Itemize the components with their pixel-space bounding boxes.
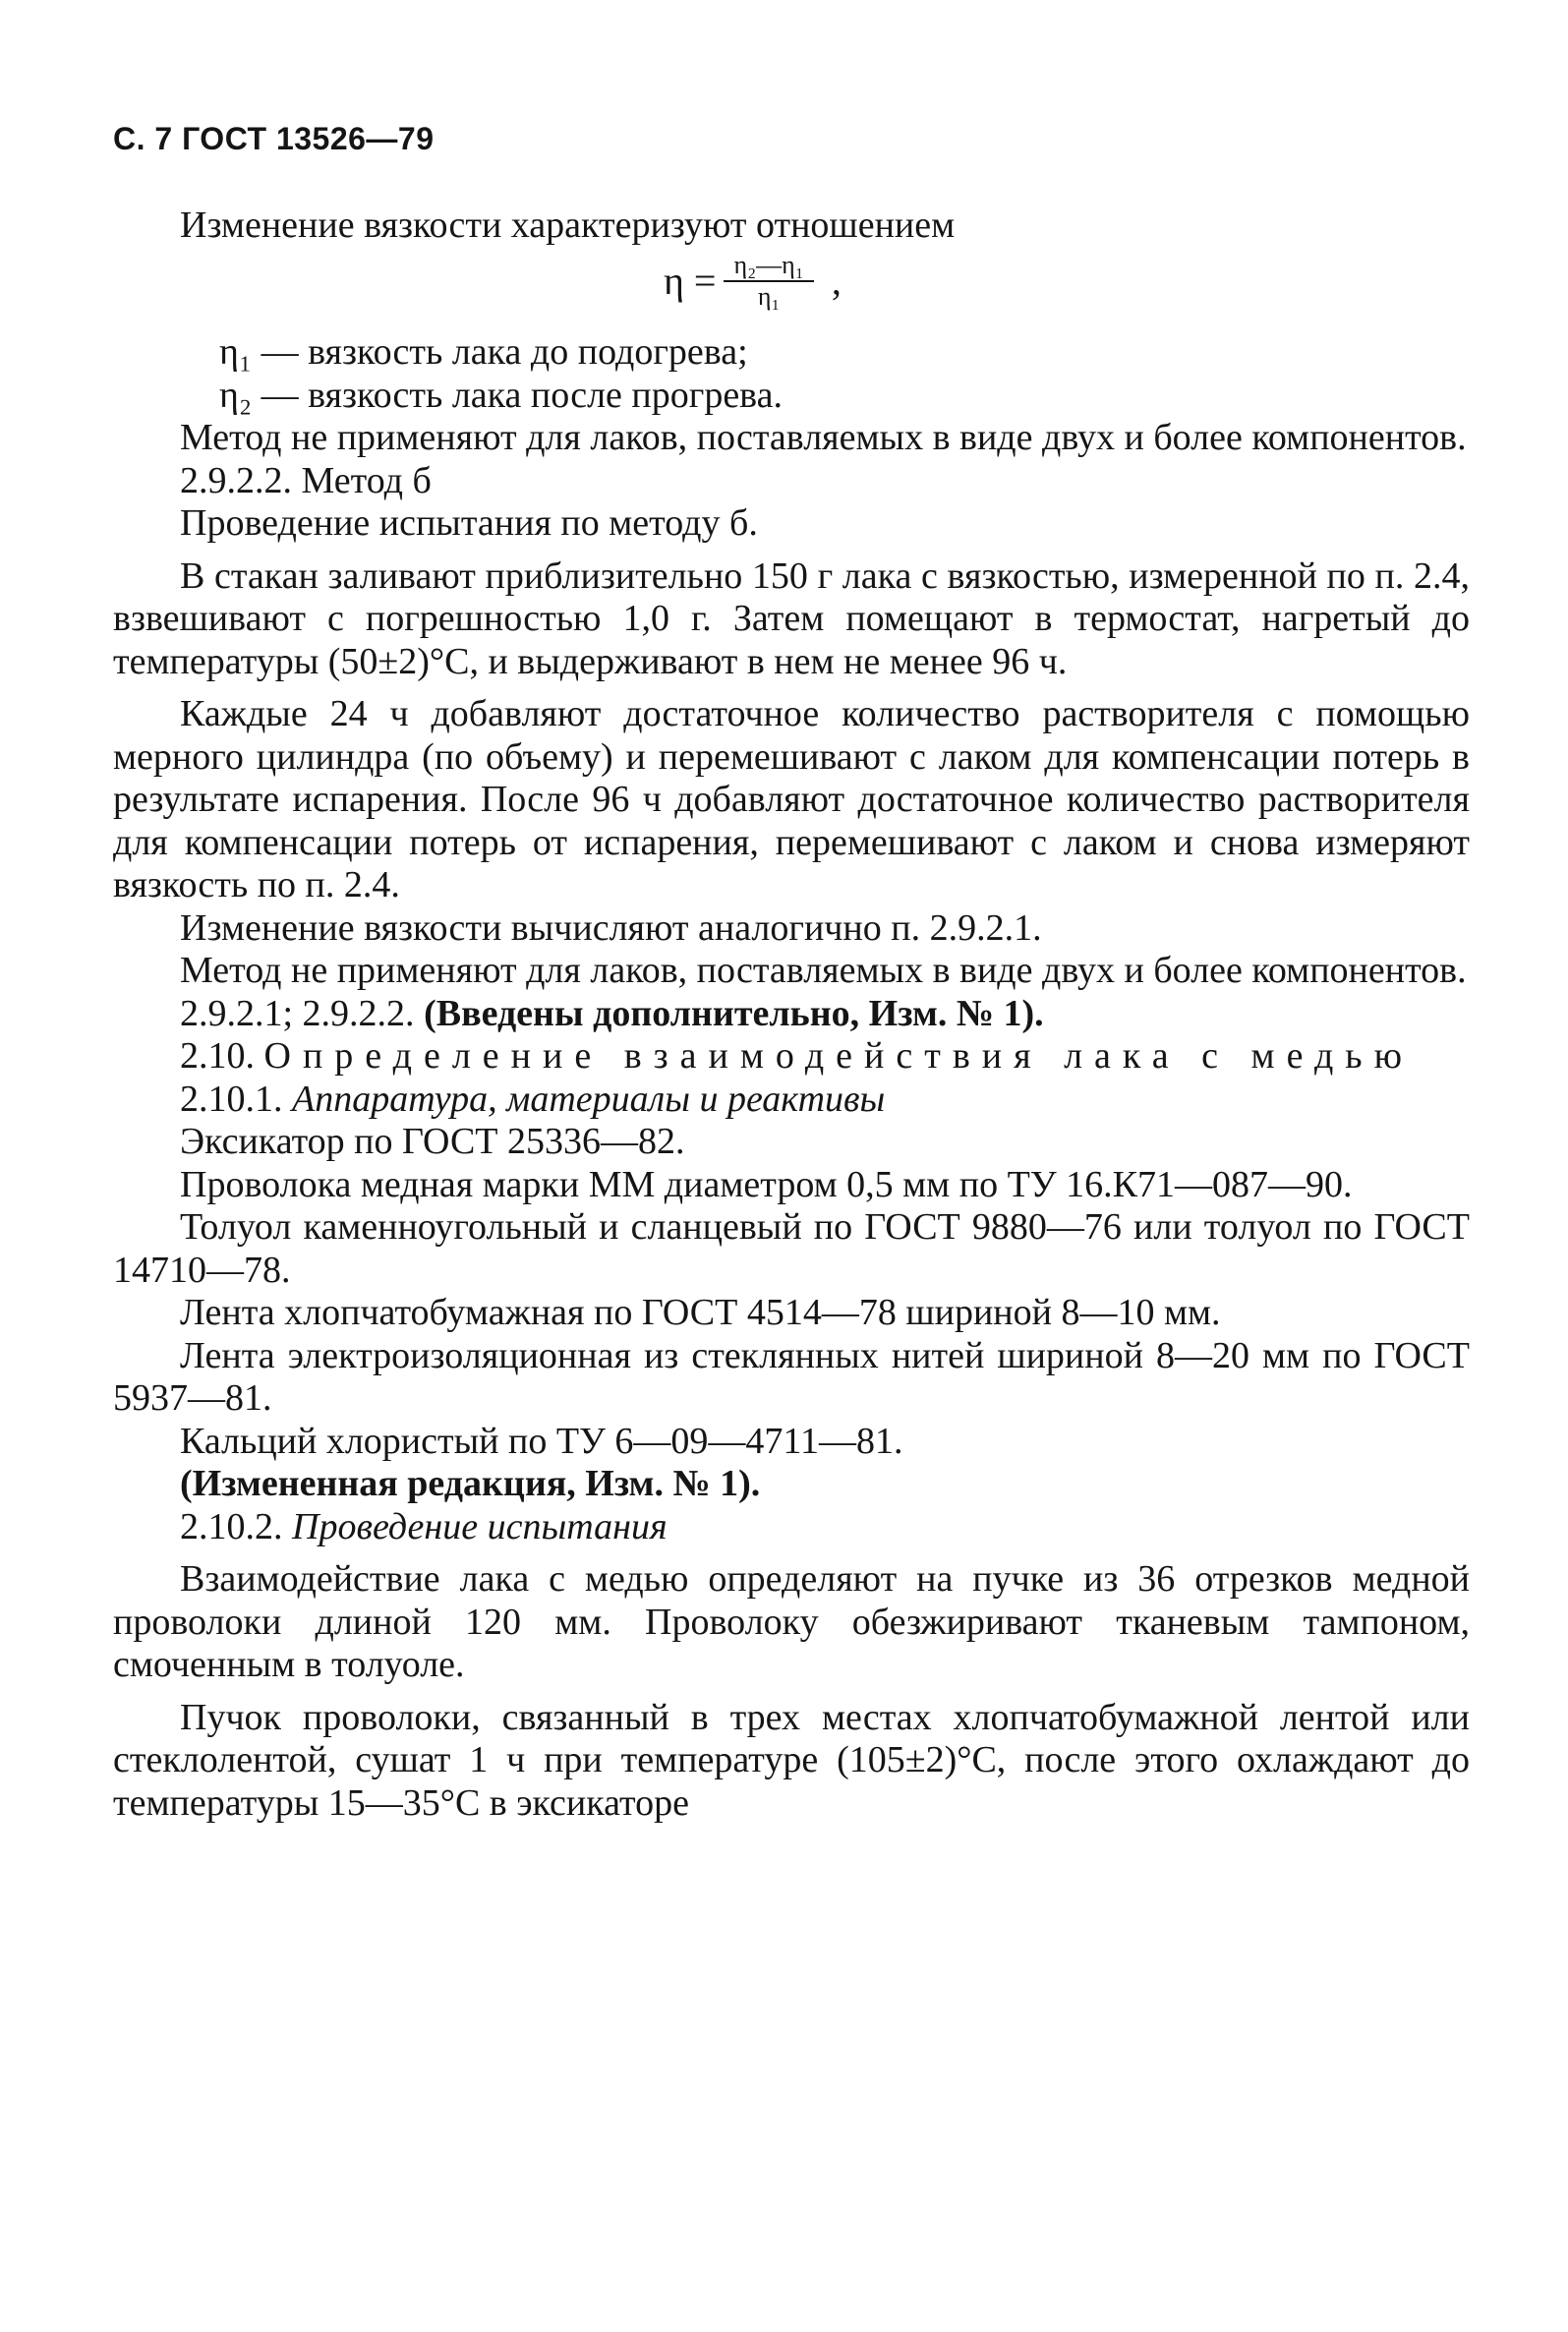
document-page	[113, 118, 1470, 1825]
section-2102-heading	[113, 1506, 1470, 1549]
formula-tail: ,	[831, 259, 842, 304]
legend-eta1: η₁ — вязкость лака до подогрева;	[219, 331, 748, 373]
material-item: Проволока медная марки ММ диаметром 0,5 мм по ТУ 16.К71—087—90.	[180, 1163, 1353, 1205]
page-header: С. 7 ГОСТ 13526—79	[113, 121, 435, 156]
material-item: Кальций хлористый по ТУ 6—09—4711—81.	[180, 1420, 903, 1462]
amendment-note-2: (Измененная редакция, Изм. № 1).	[180, 1463, 761, 1504]
material-item: Лента электроизоляционная из стеклянных нитей шириной 8—20 мм по ГОСТ 5937—81.	[113, 1334, 1470, 1419]
intro-paragraph: Изменение вязкости характеризуют отношением	[180, 204, 956, 246]
amendment-1-ref: 2.9.2.1; 2.9.2.2.	[180, 992, 425, 1034]
formula-fraction	[724, 251, 813, 312]
every24-paragraph: Каждые 24 ч добавляют достаточное количество растворителя с помощью мерного цилиндра (по объему) и перемешивают с лаком для компенсации потерь в результате испарения. После 96 ч добавляют достаточное количество растворителя для компенсации потерь от испарения, перемешивают с лаком и снова измеряют вязкость по п. 2.4.	[113, 693, 1470, 905]
formula-block	[113, 247, 1470, 331]
formula-numerator: η₂—η₁	[724, 251, 813, 282]
viscosity-formula	[664, 251, 842, 312]
material-item: Лента хлопчатобумажная по ГОСТ 4514—78 шириной 8—10 мм.	[180, 1292, 1221, 1333]
material-item: Эксикатор по ГОСТ 25336—82.	[180, 1121, 685, 1162]
legend-eta2: η₂ — вязкость лака после прогрева.	[219, 374, 783, 416]
formula-denominator: η₁	[757, 282, 781, 311]
calc-paragraph: Изменение вязкости вычисляют аналогично п. 2.9.2.1.	[180, 906, 1042, 949]
interaction-paragraph: Взаимодействие лака с медью определяют на пучке из 36 отрезков медной проволоки длиной 120 мм. Проволоку обезжиривают тканевым тампоном, смоченным в толуоле.	[113, 1558, 1470, 1685]
section-2101-number: 2.10.1.	[180, 1078, 283, 1120]
section-2101-title: Аппаратура, материалы и реактивы	[292, 1078, 886, 1120]
formula-lhs: η =	[664, 259, 717, 304]
section-2101-heading	[113, 1079, 1470, 1122]
method-note-1: Метод не применяют для лаков, поставляемых в виде двух и более компонентов.	[180, 417, 1467, 458]
method-note-2: Метод не применяют для лаков, поставляемых в виде двух и более компонентов.	[180, 950, 1467, 991]
pour-paragraph: В стакан заливают приблизительно 150 г лака с вязкостью, измеренной по п. 2.4, взвешивают с погрешностью 1,0 г. Затем помещают в термостат, нагретый до температуры (50±2)°С, и выдерживают в нем не менее 96 ч.	[113, 554, 1470, 682]
section-2922-heading	[113, 460, 1470, 503]
bundle-paragraph: Пучок проволоки, связанный в трех местах хлопчатобумажной лентой или стеклолентой, сушат 1 ч при температуре (105±2)°С, после этого охлаждают до температуры 15—35°С в эксикаторе	[113, 1696, 1470, 1824]
section-210-title: Определение взаимодействия лака с медью	[263, 1035, 1414, 1077]
amendment-note-1	[113, 993, 1470, 1036]
amendment-1-text: (Введены дополнительно, Изм. № 1).	[424, 992, 1044, 1034]
section-2102-title: Проведение испытания	[292, 1505, 668, 1547]
section-2922-title: 2.9.2.2. Метод б	[180, 459, 432, 501]
section-2102-number: 2.10.2.	[180, 1505, 283, 1547]
conduct-method-b: Проведение испытания по методу б.	[180, 502, 758, 544]
section-210-number: 2.10.	[180, 1035, 255, 1077]
material-item: Толуол каменноугольный и сланцевый по ГОСТ 9880—76 или толуол по ГОСТ 14710—78.	[113, 1206, 1470, 1291]
section-210-heading	[113, 1035, 1470, 1079]
